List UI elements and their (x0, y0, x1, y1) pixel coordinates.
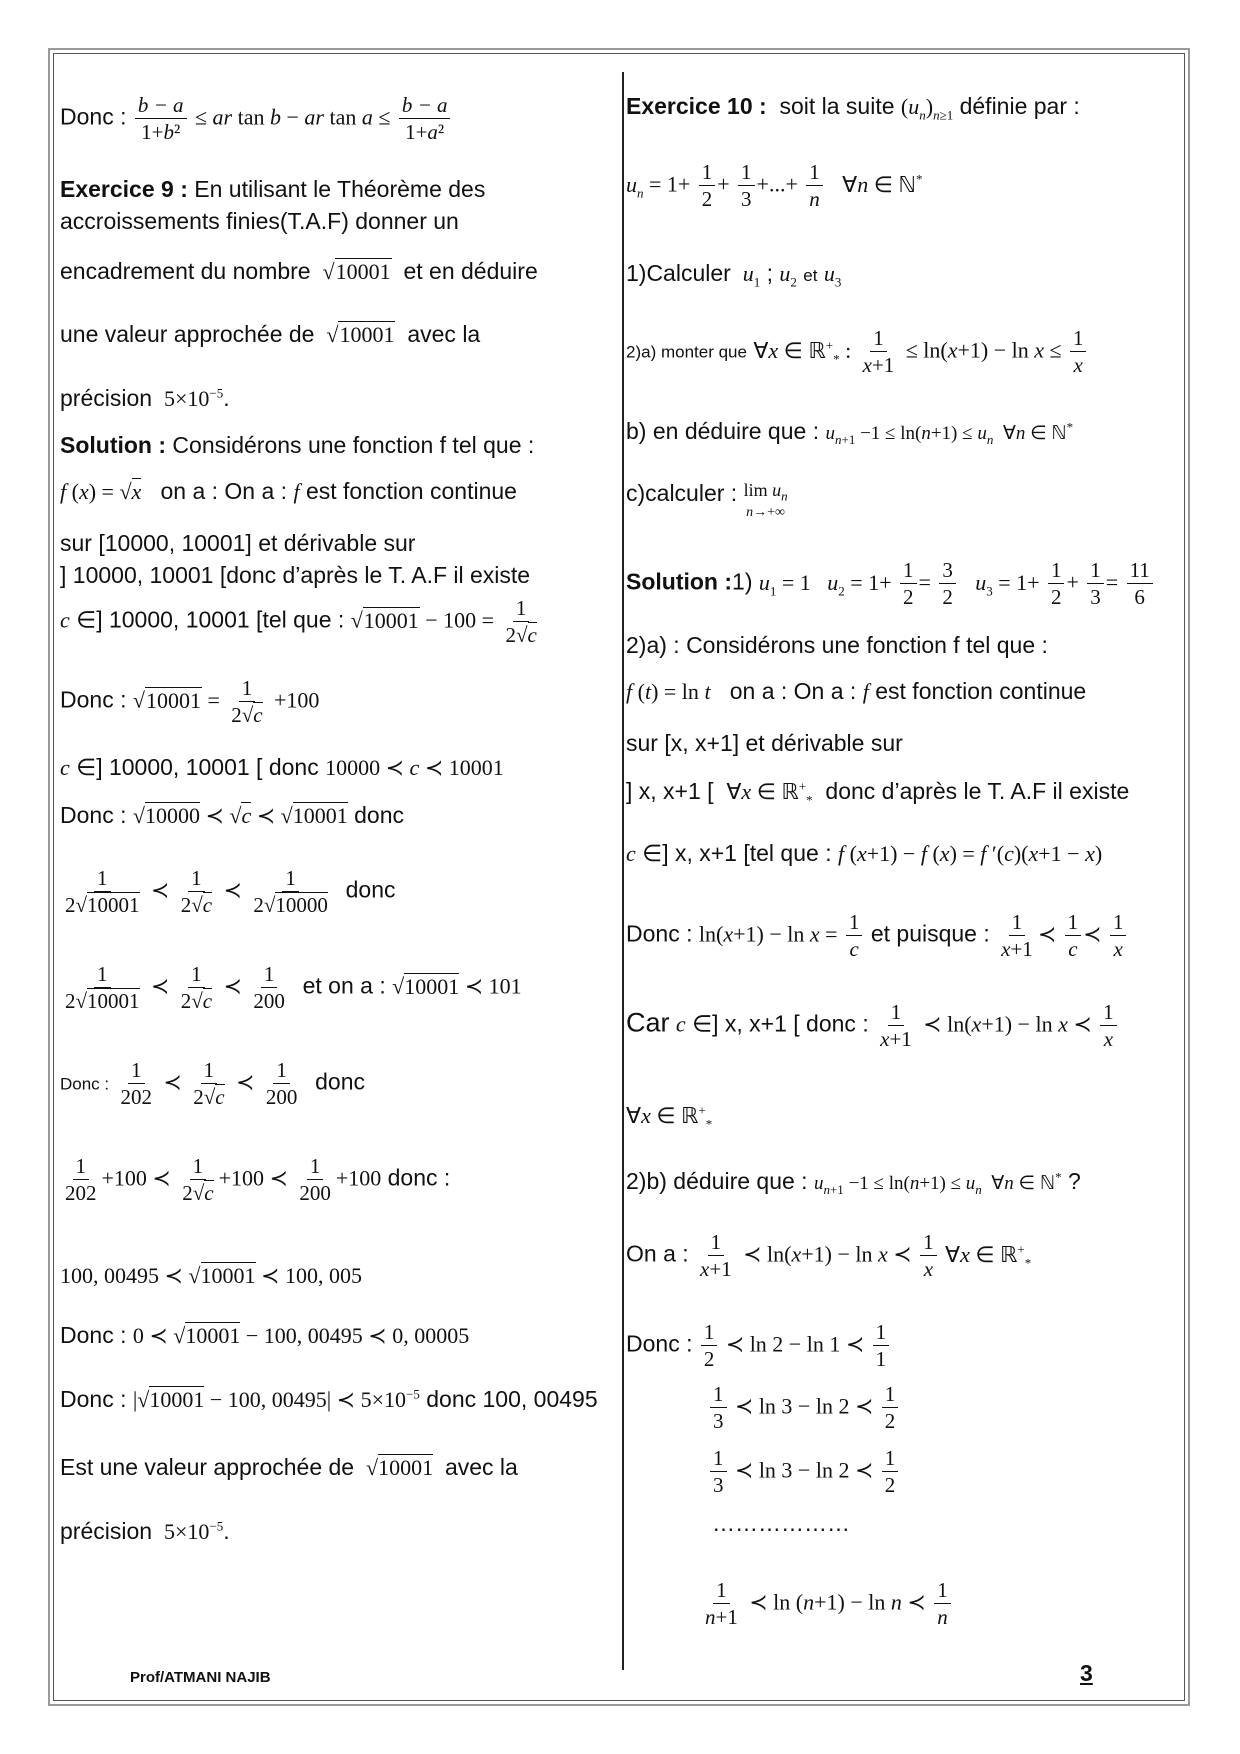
solution-10-title: Solution : (626, 568, 733, 595)
exercise-10-line-1: Exercice 10 : soit la suite $(u_n)_{n\ge 1}$ définie par : (626, 93, 1080, 123)
sqrt-10001-expression: Donc : √10001 = $\frac{1}{2√c}$ +100 (60, 676, 320, 728)
solution-9-line-5: c ∈] 10000, 10001 [tel que : √10001 − 100 = $\frac{1}{2√c}$ (60, 596, 537, 648)
question-2c: c)calculer : $\lim u_n$ n→+∞ (626, 480, 788, 520)
page-number: 3 (1080, 1660, 1093, 1686)
solution-10-line-1: Solution :1) $u_1 = 1$ $u_2 = 1+$ $\frac{1}{2}$ = $\frac{3}{2}$ $u_3 = 1+$ $\frac{1}{2}$ + $\frac{1}{3}$ = $\frac{11}{6}$ (626, 558, 1155, 609)
exercise-9-line-2: accroissements finies(T.A.F) donner un (60, 208, 459, 234)
final-line-2: précision $5\times 10^{-5}$. (60, 1518, 230, 1544)
solution-9-line-2: f (x) = √x on a : On a : f est fonction continue (60, 478, 517, 504)
shifted-inequality: $\frac{1}{202}$ +100 ≺ $\frac{1}{2√c}$ +100 ≺ $\frac{1}{200}$ +100 donc : (65, 1154, 451, 1206)
solution-2a-line-2: f (t) = ln t on a : On a : f est fonction continue (626, 678, 1087, 704)
sequence-definition: $u_n = 1+$ $\frac{1}{2}$ + $\frac{1}{3}$ +...+ $\frac{1}{n}$ ∀n ∈ ℕ* (626, 160, 923, 212)
solution-9-line-1: Solution : Considérons une fonction f tel que : (60, 432, 535, 458)
question-1: 1)Calculer $u_1$ ; $u_2$ et $u_3$ (626, 260, 842, 290)
absolute-value-line: Donc : |√10001 − 100, 00495| ≺ $5\times 10^{-5}$ donc 100, 00495 (60, 1386, 598, 1412)
exercise-9-line-4: une valeur approchée de √10001 avec la (60, 321, 481, 347)
question-2a: 2)a) monter que ∀x ∈ ℝ+$_*$ : $\frac{1}{x+1}$ ≤ ln(x+1) − ln x ≤ $\frac{1}{x}$ (626, 326, 1088, 377)
solution-2a-line-5: c ∈] x, x+1 [tel que : f (x+1) − f (x) = f ′(c)(x+1 − x) (626, 840, 1103, 866)
telescoping-row-3: $\frac{1}{3}$ ≺ ln 3 − ln 2 ≺ $\frac{1}{2}$ (708, 1446, 900, 1497)
reciprocal-inequality-3: Donc : $\frac{1}{202}$ ≺ $\frac{1}{2√c}$ ≺ $\frac{1}{200}$ donc (60, 1058, 365, 1110)
solution-2a-line-8: ∀x ∈ ℝ+$_*$ (626, 1102, 713, 1132)
difference-line: Donc : 0 ≺ √10001 − 100, 00495 ≺ 0, 00005 (60, 1322, 470, 1348)
question-2b: b) en déduire que : $u_{n+1} -1 \le \ln(n+1) \le u_n$ ∀n ∈ ℕ* (626, 418, 1074, 447)
reciprocal-inequality-1: $\frac{1}{2√10001}$ ≺ $\frac{1}{2√c}$ ≺ $\frac{1}{2√10000}$ donc (65, 866, 396, 918)
interval-c-line: c ∈] 10000, 10001 [ donc 10000 ≺ c ≺ 10001 (60, 754, 504, 780)
solution-2b-line-2: On a : $\frac{1}{x+1}$ ≺ ln(x+1) − ln x ≺ $\frac{1}{x}$ ∀x ∈ ℝ+$_*$ (626, 1230, 1032, 1282)
telescoping-row-2: $\frac{1}{3}$ ≺ ln 3 − ln 2 ≺ $\frac{1}{2}$ (708, 1382, 900, 1433)
solution-9-title: Solution : (60, 432, 167, 458)
solution-2b-line-1: 2)b) déduire que : $u_{n+1} -1 \le \ln(n+1) \le u_n$ ∀n ∈ ℕ* ? (626, 1168, 1081, 1197)
exercise-9-line-3: encadrement du nombre √10001 et en déduire (60, 258, 538, 284)
solution-2a-line-3: sur [x, x+1] et dérivable sur (626, 730, 903, 756)
solution-2a-line-1: 2)a) : Considérons une fonction f tel que : (626, 632, 1048, 658)
inequality-arctan: Donc : $\frac{b - a}{\text{1+b²}}$ ≤ ar tan b − ar tan a ≤ $\frac{b - a}{\text{1+a²}}$ (60, 93, 452, 144)
solution-2a-line-6: Donc : ln(x+1) − ln x = $\frac{1}{c}$ et puisque : $\frac{1}{x+1}$ ≺ $\frac{1}{c}$ ≺ $\frac{1}{x}$ (626, 910, 1128, 961)
telescoping-dots: ……………… (712, 1510, 850, 1536)
exercise-9-line-5: précision $5\times 10^{-5}$. (60, 385, 230, 411)
telescoping-row-1: Donc : $\frac{1}{2}$ ≺ ln 2 − ln 1 ≺ $\frac{1}{1}$ (626, 1320, 891, 1371)
reciprocal-inequality-2: $\frac{1}{2√10001}$ ≺ $\frac{1}{2√c}$ ≺ $\frac{1}{200}$ et on a : √10001 ≺ 101 (65, 962, 522, 1014)
exercise-10-title: Exercice 10 : (626, 93, 767, 119)
column-divider (622, 72, 624, 1670)
solution-9-line-4: ] 10000, 10001 [donc d’après le T. A.F il existe (60, 562, 531, 588)
exercise-9-title: Exercice 9 : (60, 176, 188, 202)
bounds-line: 100, 00495 ≺ √10001 ≺ 100, 005 (60, 1263, 362, 1288)
solution-2a-line-7: Car c ∈] x, x+1 [ donc : $\frac{1}{x+1}$ ≺ ln(x+1) − ln x ≺ $\frac{1}{x}$ (626, 1000, 1119, 1051)
solution-9-line-3: sur [10000, 10001] et dérivable sur (60, 530, 416, 556)
telescoping-row-n: $\frac{1}{n+1}$ ≺ ln (n+1) − ln n ≺ $\frac{1}{n}$ (700, 1578, 953, 1629)
author-footer: Prof/ATMANI NAJIB (130, 1669, 271, 1686)
exercise-9-line-1: Exercice 9 : En utilisant le Théorème des (60, 176, 486, 202)
final-line-1: Est une valeur approchée de √10001 avec la (60, 1454, 518, 1480)
solution-2a-line-4: ] x, x+1 [ ∀x ∈ ℝ+$_*$ donc d’après le T. A.F il existe (626, 778, 1130, 808)
sqrt-inequality-line: Donc : √10000 ≺ √c ≺ √10001 donc (60, 802, 405, 828)
